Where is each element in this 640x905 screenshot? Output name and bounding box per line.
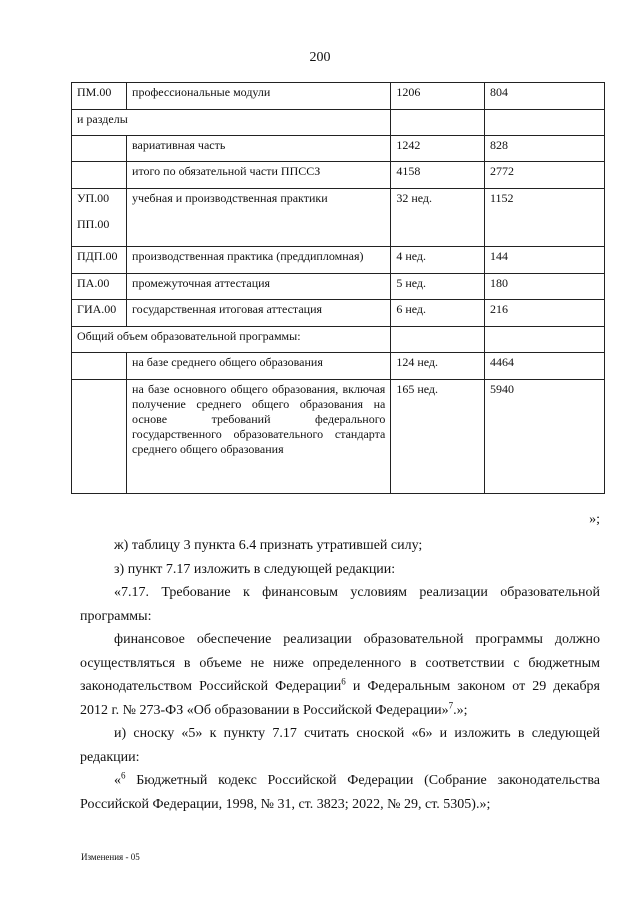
paragraph [80, 769, 600, 816]
paragraph-text: « [114, 773, 121, 788]
cell-hours: 804 [484, 83, 604, 110]
cell-weeks: 165 нед. [391, 380, 485, 494]
cell-code: ПА.00 [72, 274, 127, 300]
cell-section-heading: Общий объем образовательной программы: [72, 327, 391, 353]
cell-hours: 4464 [484, 353, 604, 380]
cell-weeks: 32 нед. [391, 189, 485, 247]
cell-continuation: и разделы [72, 110, 391, 136]
paragraph: «7.17. Требование к финансовым условиям реализации образовательной программы: [80, 585, 600, 624]
cell-empty [72, 353, 127, 380]
footer-note: Изменения - 05 [81, 852, 140, 862]
table-row [72, 189, 605, 247]
paragraph: и) сноску «5» к пункту 7.17 считать сноской «6» и изложить в следующей редакции: [80, 726, 600, 765]
paragraph-text: Бюджетный кодекс Российской Федерации (Собрание законодательства Российской Федерации, 1998, № 31, ст. 3823; 2022, № 29, ст. 5305).»; [80, 773, 600, 812]
cell-empty [484, 110, 604, 136]
cell-empty [484, 327, 604, 353]
curriculum-table [71, 82, 605, 494]
cell-empty [72, 162, 127, 189]
cell-name: государственная итоговая аттестация [127, 300, 391, 327]
cell-hours: 216 [484, 300, 604, 327]
cell-code: ГИА.00 [72, 300, 127, 327]
paragraph: ж) таблицу 3 пункта 6.4 признать утратившей силу; [114, 538, 423, 553]
cell-hours: 1152 [484, 189, 604, 247]
cell-hours: 828 [484, 136, 604, 162]
cell-code: ПМ.00 [72, 83, 127, 110]
paragraph-text: финансовое обеспечение реализации образовательной программы должно осуществляться в объеме не ниже определенного в соответствии с бюджетным законодательством Российской Федерации [80, 632, 600, 694]
cell-name: на базе среднего общего образования [127, 353, 391, 380]
closing-quote: »; [589, 512, 600, 527]
cell-name: учебная и производственная практики [127, 189, 391, 247]
amendment-text [80, 534, 600, 816]
cell-name: производственная практика (преддипломная) [127, 247, 391, 274]
footnote-ref: 6 [341, 676, 346, 687]
cell-empty [391, 327, 485, 353]
cell-empty [72, 380, 127, 494]
paragraph [80, 628, 600, 722]
cell-empty [391, 110, 485, 136]
cell-weeks: 6 нед. [391, 300, 485, 327]
cell-empty [72, 136, 127, 162]
cell-weeks: 5 нед. [391, 274, 485, 300]
paragraph-text: .»; [453, 702, 468, 718]
cell-hours: 5940 [484, 380, 604, 494]
table-row [72, 327, 605, 353]
table-row [72, 136, 605, 162]
cell-hours: 180 [484, 274, 604, 300]
cell-code: ПП.00 [77, 217, 110, 231]
table-row [72, 353, 605, 380]
cell-code: ПДП.00 [72, 247, 127, 274]
cell-name: на базе основного общего образования, включая получение среднего общего образования на основе требований федерального государственного образовательного стандарта среднего общего образования [127, 380, 391, 494]
cell-weeks: 1206 [391, 83, 485, 110]
cell-name: профессиональные модули [127, 83, 391, 110]
table-row [72, 83, 605, 110]
cell-name: итого по обязательной части ППССЗ [127, 162, 391, 189]
cell-hours: 144 [484, 247, 604, 274]
footnote-ref: 7 [448, 699, 454, 710]
cell-weeks: 1242 [391, 136, 485, 162]
table-row [72, 162, 605, 189]
cell-code: УП.00 [77, 191, 110, 205]
footnote-ref: 6 [121, 770, 126, 781]
cell-weeks: 4158 [391, 162, 485, 189]
table-row [72, 380, 605, 494]
cell-name: вариативная часть [127, 136, 391, 162]
cell-name: промежуточная аттестация [127, 274, 391, 300]
cell-weeks: 4 нед. [391, 247, 485, 274]
paragraph: з) пункт 7.17 изложить в следующей редакции: [114, 561, 396, 577]
paragraph-text: и Федеральным законом от 29 декабря 2012 г. № 273-ФЗ «Об образовании в Российской Федерации» [80, 679, 600, 718]
table-row [72, 110, 605, 136]
cell-weeks: 124 нед. [391, 353, 485, 380]
cell-hours: 2772 [484, 162, 604, 189]
cell-codes [72, 189, 127, 247]
table-row [72, 300, 605, 327]
table-row [72, 247, 605, 274]
page-number: 200 [309, 50, 331, 65]
table-row [72, 274, 605, 300]
